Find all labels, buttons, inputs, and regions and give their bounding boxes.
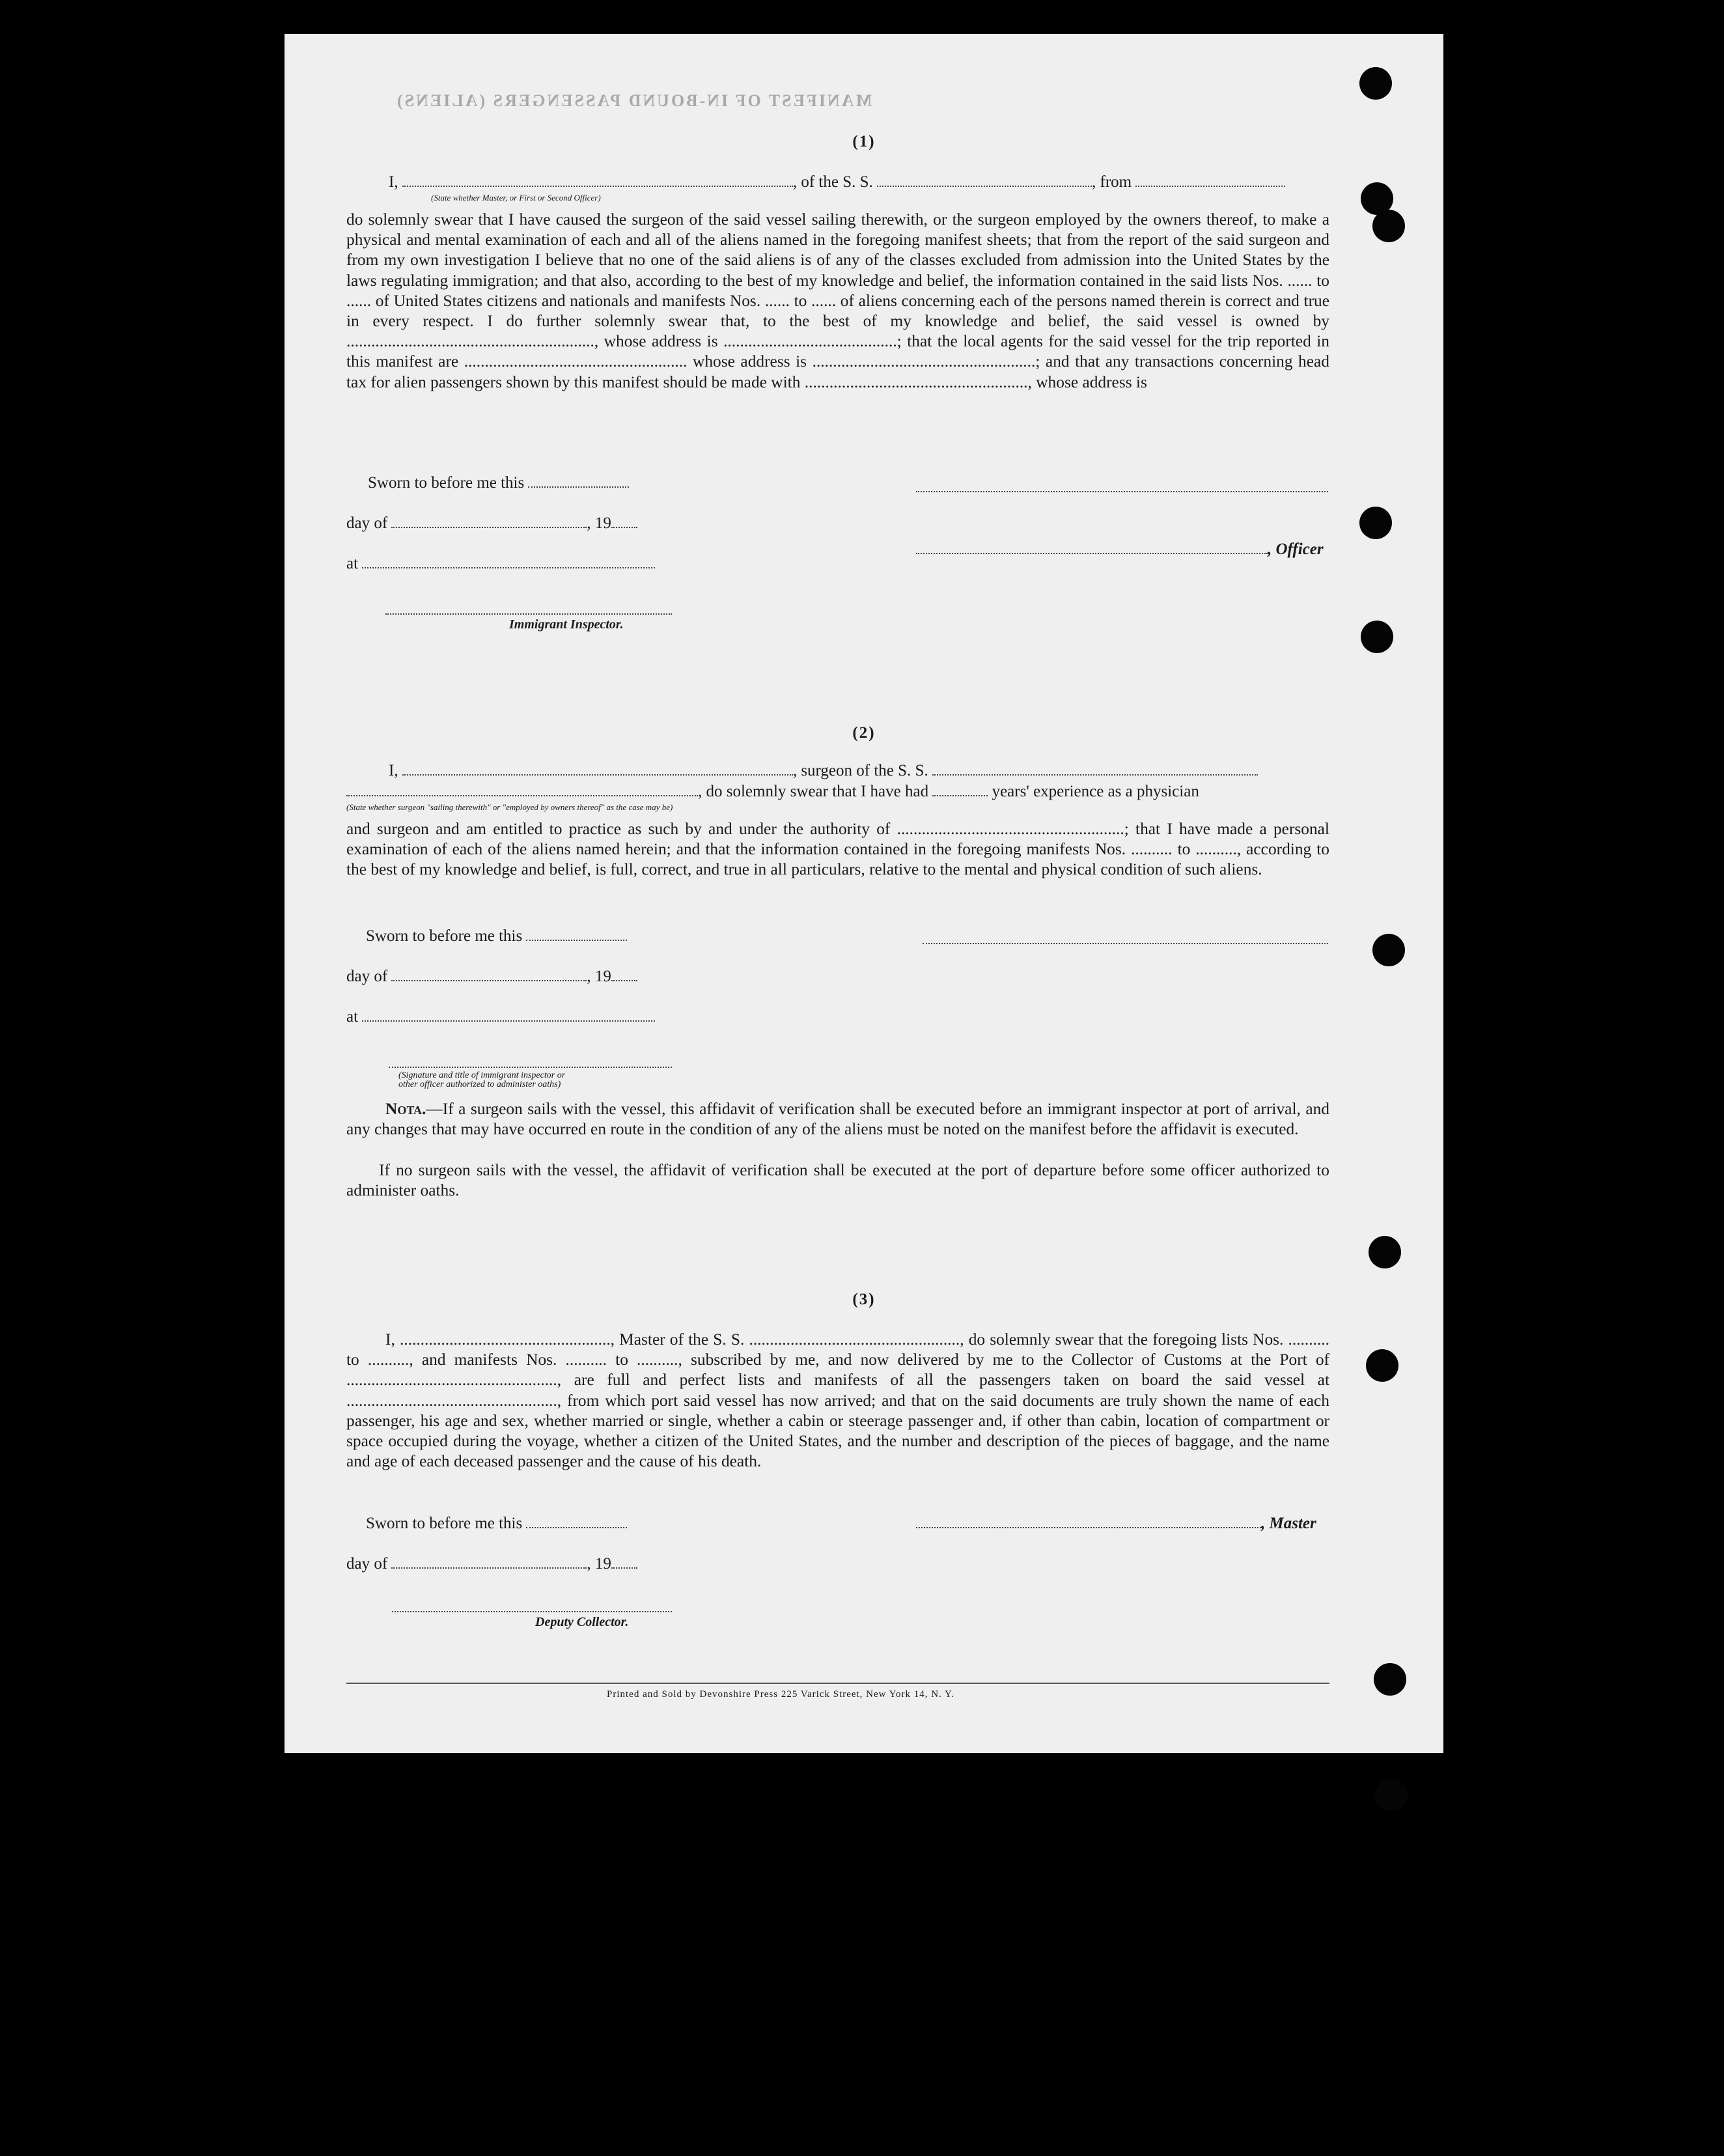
master-signature-blank[interactable] xyxy=(916,1517,1261,1528)
printer-imprint: Printed and Sold by Devonshire Press 225 Varick Street, New York 14, N. Y. xyxy=(607,1689,954,1700)
day-blank-2[interactable] xyxy=(391,970,587,981)
vessel-name-blank[interactable] xyxy=(877,175,1092,187)
section-2-second-line: , do solemnly swear that I have had years' experience as a physician xyxy=(346,783,1199,801)
inspector-label: Immigrant Inspector. xyxy=(509,617,624,632)
inspector-signature-line[interactable] xyxy=(385,613,672,615)
section-2-heading: (2) xyxy=(852,724,876,742)
surgeon-vessel-blank[interactable] xyxy=(932,764,1258,776)
section-1-first-line: I, , of the S. S. , from xyxy=(389,173,1285,191)
day-blank[interactable] xyxy=(391,516,587,528)
rank-caption: (State whether Master, or First or Second Officer) xyxy=(431,193,601,203)
punch-hole xyxy=(1359,507,1392,539)
place-blank-2[interactable] xyxy=(362,1010,655,1022)
punch-hole xyxy=(1361,621,1393,653)
note-paragraph: Nota.—If a surgeon sails with the vessel, this affidavit of verification shall be executed before an immigrant inspector at port of arrival, and any changes that may have occurred en route in the condition of any of the aliens must be noted on the manifest before the affidavit is executed. xyxy=(346,1100,1329,1139)
section-1-at-line: at xyxy=(346,555,655,573)
place-blank[interactable] xyxy=(362,557,655,568)
section-2-first-line: I, , surgeon of the S. S. xyxy=(389,762,1258,780)
officer-signature-blank[interactable] xyxy=(916,542,1268,554)
surgeon-status-blank[interactable] xyxy=(346,785,698,796)
section-3-day-line: day of , 19 xyxy=(346,1555,637,1573)
day-blank-3[interactable] xyxy=(391,1557,587,1569)
section-2-sworn-line: Sworn to before me this xyxy=(366,927,627,945)
sworn-date-blank-3[interactable] xyxy=(526,1517,627,1528)
master-signature: , Master xyxy=(916,1515,1316,1533)
surgeon-status-caption: (State whether surgeon "sailing therewith" or "employed by owners thereof" as the case may be) xyxy=(346,802,673,812)
section-3-oath-body: I, ..................................................., Master of the S. S. ..................................................., do solemnly swear that the foregoing lists Nos. .......... to .........., and manifests Nos. .......... to .........., subscribed by me, and now delivered by me to the Collector of Customs at the Port of ..................................................., are full and perfect lists and manifests of all the passengers taken on board the said vessel at ..................................................., from which port said vessel has now arrived; and that on the said documents are truly shown the name of each passenger, his age and sex, whether married or single, whether a cabin or steerage passenger and, if other than cabin, location of compartment or space occupied during the voyage, whether a citizen of the United States, and the number and description of the pieces of baggage, and the name and age of each deceased passenger and the cause of his death. xyxy=(346,1330,1329,1471)
punch-hole xyxy=(1359,67,1392,100)
deputy-signature-line[interactable] xyxy=(392,1611,672,1612)
section-3-heading: (3) xyxy=(852,1291,876,1308)
sworn-date-blank-2[interactable] xyxy=(526,929,627,941)
punch-hole xyxy=(1366,1349,1398,1382)
section-1-oath-body: do solemnly swear that I have caused the surgeon of the said vessel sailing therewith, or the surgeon employed by the owners thereof, to make a physical and mental examination of each and all of the aliens named in the foregoing manifest sheets; that from the report of the said surgeon and from my own investigation I believe that no one of the said aliens is of any of the classes excluded from admission into the United States by the laws regulating immigration; and that also, according to the best of my knowledge and belief, the information contained in the said lists Nos. ...... to ...... of United States citizens and nationals and manifests Nos. ...... to ...... of aliens concerning each of the persons named therein is correct and true in every respect. I do further solemnly swear that, to the best of my knowledge and belief, the said vessel is owned by ............................................................, whose address is ..........................................; that the local agents for the said vessel for the trip reported in this manifest are ...................................................... whose address is ......................................................; and that any transactions concerning head tax for alien passengers shown by this manifest should be made with ......................................................, whose address is xyxy=(346,210,1329,391)
year-blank-2[interactable] xyxy=(611,970,637,981)
punch-hole xyxy=(1375,1779,1408,1812)
deputy-label: Deputy Collector. xyxy=(535,1615,629,1629)
manifest-page xyxy=(285,34,1443,1753)
surgeon-name-blank[interactable] xyxy=(402,764,793,776)
year-blank[interactable] xyxy=(611,516,637,528)
punch-hole xyxy=(1369,1236,1401,1268)
from-port-blank[interactable] xyxy=(1135,175,1285,187)
inspector-signature-line-2[interactable] xyxy=(389,1067,672,1068)
section-2-day-line: day of , 19 xyxy=(346,968,637,986)
section-3-sworn-line: Sworn to before me this xyxy=(366,1515,627,1533)
punch-hole xyxy=(1374,1663,1406,1696)
section-1-heading: (1) xyxy=(852,133,876,150)
punch-hole xyxy=(1372,934,1405,966)
note-paragraph-2: If no surgeon sails with the vessel, the affidavit of verification shall be executed at the port of departure before some officer authorized to administer oaths. xyxy=(346,1161,1329,1200)
officer-signature-line-top[interactable] xyxy=(916,491,1328,492)
year-blank-3[interactable] xyxy=(611,1557,637,1569)
sig-caption-1: (Signature and title of immigrant inspector or xyxy=(398,1071,566,1080)
section-1-sworn-line: Sworn to before me this xyxy=(368,474,629,492)
section-2-oath-body: and surgeon and am entitled to practice as such by and under the authority of .......................................................; that I have made a personal examination of each of the aliens named herein; and that the information contained in the foregoing manifests Nos. .......... to .........., according to the best of my knowledge and belief, is full, correct, and true in all particulars, relative to the mental and physical condition of such aliens. xyxy=(346,820,1329,879)
surgeon-signature-line[interactable] xyxy=(923,943,1328,944)
officer-signature: , Officer xyxy=(916,540,1324,559)
punch-hole xyxy=(1372,210,1405,242)
years-blank[interactable] xyxy=(932,785,988,796)
bleed-through-text: MANIFEST OF IN-BOUND PASSENGERS (ALIENS) xyxy=(395,91,872,110)
section-2-at-line: at xyxy=(346,1008,655,1026)
footer-rule xyxy=(346,1683,1329,1684)
sworn-date-blank[interactable] xyxy=(528,476,629,488)
rank-blank[interactable] xyxy=(402,175,793,187)
sig-caption-2: other officer authorized to administer oaths) xyxy=(398,1080,561,1089)
section-1-day-line: day of , 19 xyxy=(346,514,637,533)
